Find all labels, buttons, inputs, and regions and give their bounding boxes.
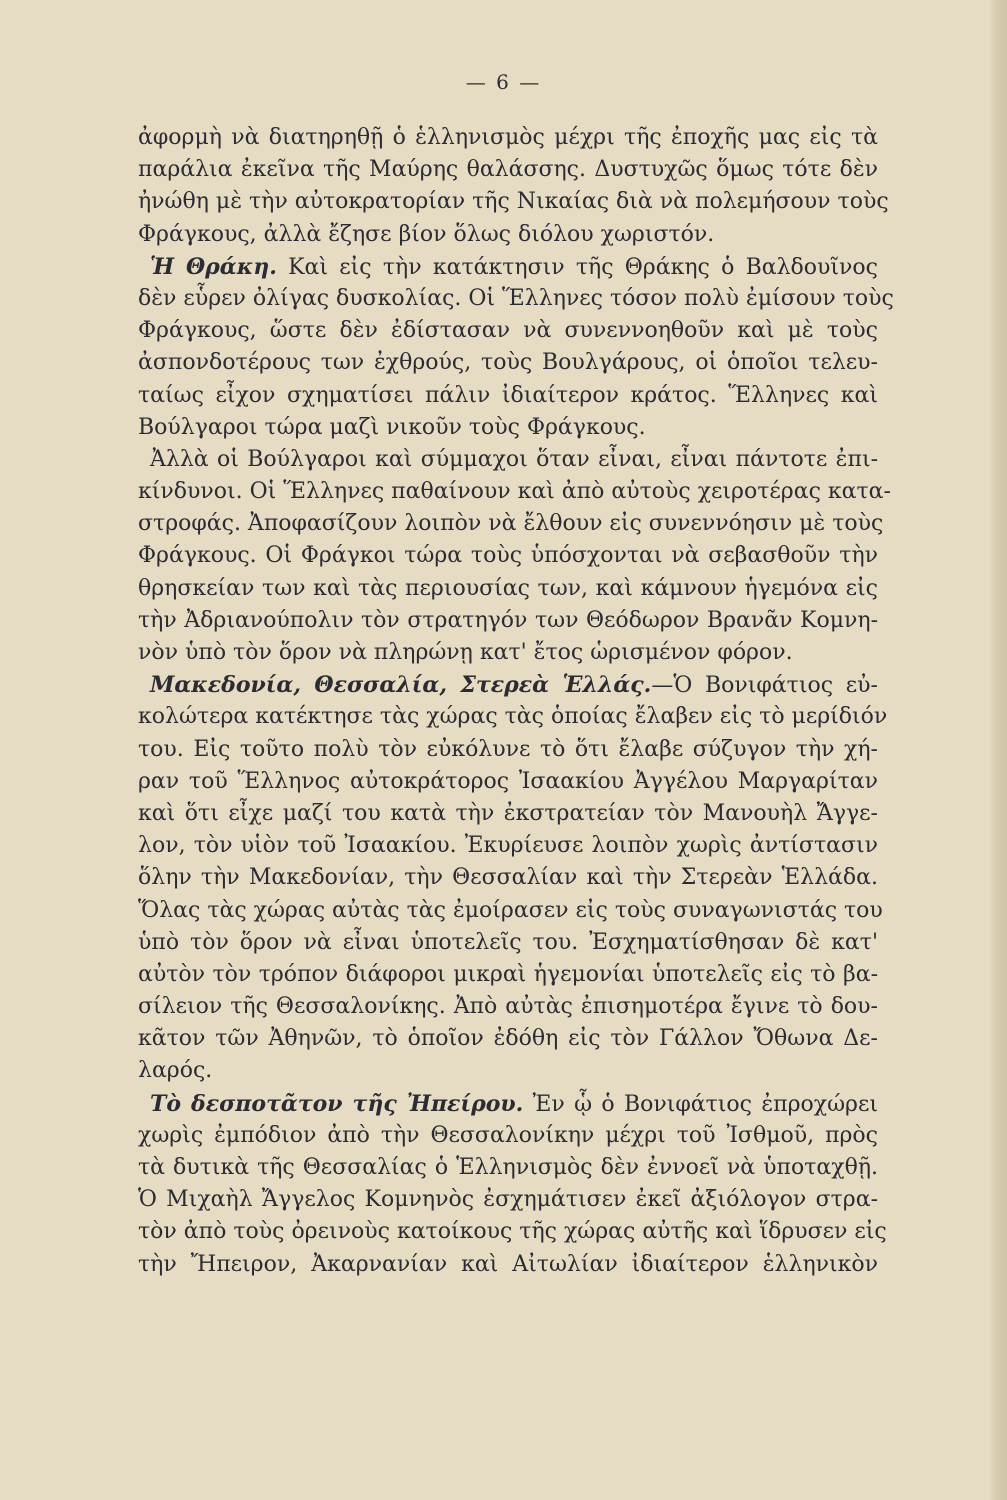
text-line: παράλια ἐκεῖνα τῆς Μαύρης θαλάσσης. Δυστυχῶς ὅμως τότε δὲν xyxy=(138,157,878,183)
text-line: τὰ δυτικὰ τῆς Θεσσαλίας ὁ Ἑλληνισμὸς δὲν ἐννοεῖ νὰ ὑποταχθῇ. xyxy=(138,1155,878,1180)
page-number: — 6 — xyxy=(465,70,542,94)
text-line: κᾶτον τῶν Ἀθηνῶν, τὸ ὁποῖον ἐδόθη εἰς τὸν Γάλλον Ὄθωνα Δε- xyxy=(138,1026,878,1052)
text-line: ραν τοῦ Ἕλληνος αὐτοκράτορος Ἰσαακίου Ἀγγέλου Μαργαρίταν xyxy=(138,768,878,794)
text-line: Φράγκους. Οἱ Φράγκοι τώρα τοὺς ὑπόσχονται νὰ σεβασθοῦν τὴν xyxy=(138,543,878,569)
text-line-content: Καὶ εἰς τὴν κατάκτησιν τῆς Θράκης ὁ Βαλδουῖνος xyxy=(276,254,878,280)
text-line xyxy=(138,1088,878,1120)
text-line: καὶ ὅτι εἶχε μαζί του κατὰ τὴν ἐκστρατείαν τὸν Μανουὴλ Ἄγγε- xyxy=(138,800,878,826)
text-line: ἠνώθη μὲ τὴν αὐτοκρατορίαν τῆς Νικαίας διὰ νὰ πολεμήσουν τοὺς xyxy=(138,189,889,215)
text-line: κολώτερα κατέκτησε τὰς χώρας τὰς ὁποίας ἔλαβεν εἰς τὸ μερίδιόν xyxy=(138,704,888,730)
text-line: ἀσπονδοτέρους των ἐχθρούς, τοὺς Βουλγάρους, οἱ ὁποῖοι τελευ- xyxy=(138,350,878,376)
text-line: τὸν ἀπὸ τοὺς ὀρεινοὺς κατοίκους τῆς χώρας αὐτῆς καὶ ἵδρυσεν εἰς xyxy=(138,1219,887,1245)
text-line: ἀφορμὴ νὰ διατηρηθῇ ὁ ἑλληνισμὸς μέχρι τῆς ἐποχῆς μας εἰς τὰ xyxy=(138,125,878,150)
text-line: κίνδυνοι. Οἱ Ἕλληνες παθαίνουν καὶ ἀπὸ αὐτοὺς χειροτέρας κατα- xyxy=(138,479,891,505)
text-line: θρησκείαν των καὶ τὰς περιουσίας των, καὶ κάμνουν ἡγεμόνα εἰς xyxy=(138,575,878,601)
text-line: Φράγκους, ἀλλὰ ἔζησε βίον ὅλως διόλου χωριστόν. xyxy=(138,221,715,247)
text-line: λον, τὸν υἱὸν τοῦ Ἰσαακίου. Ἐκυρίευσε λοιπὸν χωρὶς ἀντίστασιν xyxy=(138,833,878,859)
text-line: Ἀλλὰ οἱ Βούλγαροι καὶ σύμμαχοι ὅταν εἶναι, εἶναι πάντοτε ἐπι- xyxy=(150,446,878,472)
text-line: νὸν ὑπὸ τὸν ὅρον νὰ πληρώνῃ κατ' ἔτος ὡρισμένον φόρον. xyxy=(138,640,793,665)
text-line: Ὅλας τὰς χώρας αὐτὰς τὰς ἐμοίρασεν εἰς τοὺς συναγωνιστάς του xyxy=(138,897,883,923)
text-line: Ὁ Μιχαὴλ Ἄγγελος Κομνηνὸς ἐσχημάτισεν ἐκεῖ ἀξιόλογον στρα- xyxy=(138,1187,878,1213)
text-line xyxy=(138,669,878,701)
page-edge xyxy=(989,0,1007,1500)
text-line-content: Ἐν ᾧ ὁ Βονιφάτιος ἐπροχώρει xyxy=(523,1091,878,1117)
text-line: σίλειον τῆς Θεσσαλονίκης. Ἀπὸ αὐτὰς ἐπισημοτέρα ἔγινε τὸ δου- xyxy=(138,994,878,1020)
section-heading-macedonia: Μακεδονία, Θεσσαλία, Στερεὰ Ἑλλάς. xyxy=(150,672,652,699)
text-line: Φράγκους, ὥστε δὲν ἐδίστασαν νὰ συνεννοηθοῦν καὶ μὲ τοὺς xyxy=(138,318,878,344)
body-text xyxy=(138,122,894,1281)
text-line: αὐτὸν τὸν τρόπον διάφοροι μικραὶ ἡγεμονίαι ὑποτελεῖς εἰς τὸ βα- xyxy=(138,961,878,987)
text-line: τὴν Ἤπειρον, Ἀκαρνανίαν καὶ Αἰτωλίαν ἰδιαίτερον ἑλληνικὸν xyxy=(138,1251,878,1277)
text-line: Βούλγαροι τώρα μαζὶ νικοῦν τοὺς Φράγκους. xyxy=(138,414,646,440)
section-heading-thrace: Ἡ Θράκη. xyxy=(150,253,277,280)
text-line: ταίως εἶχον σχηματίσει πάλιν ἰδιαίτερον κράτος. Ἕλληνες καὶ xyxy=(138,382,878,408)
text-line: ὅλην τὴν Μακεδονίαν, τὴν Θεσσαλίαν καὶ τὴν Στερεὰν Ἑλλάδα. xyxy=(138,865,878,891)
text-line xyxy=(138,251,878,283)
text-line: στροφάς. Ἀποφασίζουν λοιπὸν νὰ ἔλθουν εἰς συνεννόησιν μὲ τοὺς xyxy=(138,511,884,537)
section-heading-epirus: Τὸ δεσποτᾶτον τῆς Ἠπείρου. xyxy=(150,1090,524,1117)
text-line: τὴν Ἀδριανούπολιν τὸν στρατηγόν των Θεόδωρον Βρανᾶν Κομνη- xyxy=(138,607,878,633)
text-line: ὑπὸ τὸν ὅρον νὰ εἶναι ὑποτελεῖς του. Ἐσχηματίσθησαν δὲ κατ' xyxy=(138,929,878,955)
text-line-content: —Ὁ Βονιφάτιος εὐ- xyxy=(651,673,878,699)
text-line: του. Εἰς τοῦτο πολὺ τὸν εὐκόλυνε τὸ ὅτι ἔλαβε σύζυγον τὴν χή- xyxy=(138,736,878,762)
text-line: λαρός. xyxy=(138,1058,213,1084)
text-line: δὲν εὗρεν ὀλίγας δυσκολίας. Οἱ Ἕλληνες τόσον πολὺ ἐμίσουν τοὺς xyxy=(138,285,894,311)
text-line: χωρὶς ἐμπόδιον ἀπὸ τὴν Θεσσαλονίκην μέχρι τοῦ Ἰσθμοῦ, πρὸς xyxy=(138,1122,878,1148)
